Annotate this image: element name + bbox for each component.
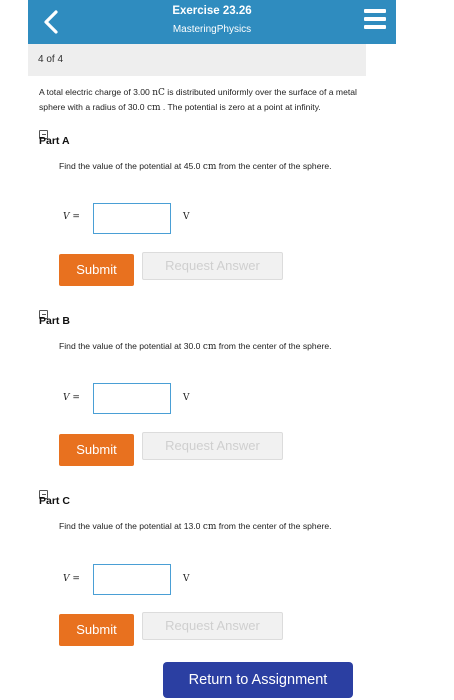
part-c-variable-label: V = [63,574,80,584]
distance-unit: cm [202,162,217,172]
intro-text: A total electric charge of 3.00 [39,87,153,97]
radius-unit: cm [146,103,161,113]
part-b-title: Part B [39,315,70,327]
part-a-request-answer-button[interactable]: Request Answer [142,252,283,280]
part-c-question [59,518,351,536]
part-c-answer-input[interactable] [93,564,171,595]
return-to-assignment-button[interactable]: Return to Assignment [163,662,353,698]
intro-text: is distributed uniformly over the surface of a metal sphere with a radius of 30.0 [39,87,357,112]
question-text: from the center of the sphere. [216,341,332,351]
part-a-variable-label: V = [63,212,80,222]
app-subtitle: MasteringPhysics [172,24,252,35]
part-b-request-answer-button[interactable]: Request Answer [142,432,283,460]
problem-statement [39,85,359,115]
part-c-request-answer-button[interactable]: Request Answer [142,612,283,640]
part-a-title: Part A [39,135,70,147]
question-text: Find the value of the potential at 13.0 [59,521,203,531]
question-text: Find the value of the potential at 45.0 [59,161,203,171]
progress-bar [28,44,366,76]
hamburger-menu-icon [364,9,386,29]
part-b-submit-button[interactable]: Submit [59,434,134,466]
question-text: Find the value of the potential at 30.0 [59,341,203,351]
part-a-answer-input[interactable] [93,203,171,234]
exercise-title: Exercise 23.26 [172,5,252,17]
part-b-unit: V [183,393,190,403]
question-text: from the center of the sphere. [216,521,332,531]
part-b-answer-input[interactable] [93,383,171,414]
part-a-submit-button[interactable]: Submit [59,254,134,286]
charge-unit: nC [152,88,165,98]
distance-unit: cm [202,522,217,532]
part-c-submit-button[interactable]: Submit [59,614,134,646]
distance-unit: cm [202,342,217,352]
part-b-variable-label: V = [63,393,80,403]
app-header [28,0,396,44]
question-text: from the center of the sphere. [216,161,332,171]
progress-indicator: 4 of 4 [38,54,64,65]
part-c-unit: V [183,574,190,584]
intro-text: . The potential is zero at a point at infinity. [160,102,321,112]
part-c-title: Part C [39,495,70,507]
part-a-question [59,158,351,176]
menu-button[interactable] [364,9,386,35]
part-b-question [59,338,351,356]
part-a-unit: V [183,212,190,222]
